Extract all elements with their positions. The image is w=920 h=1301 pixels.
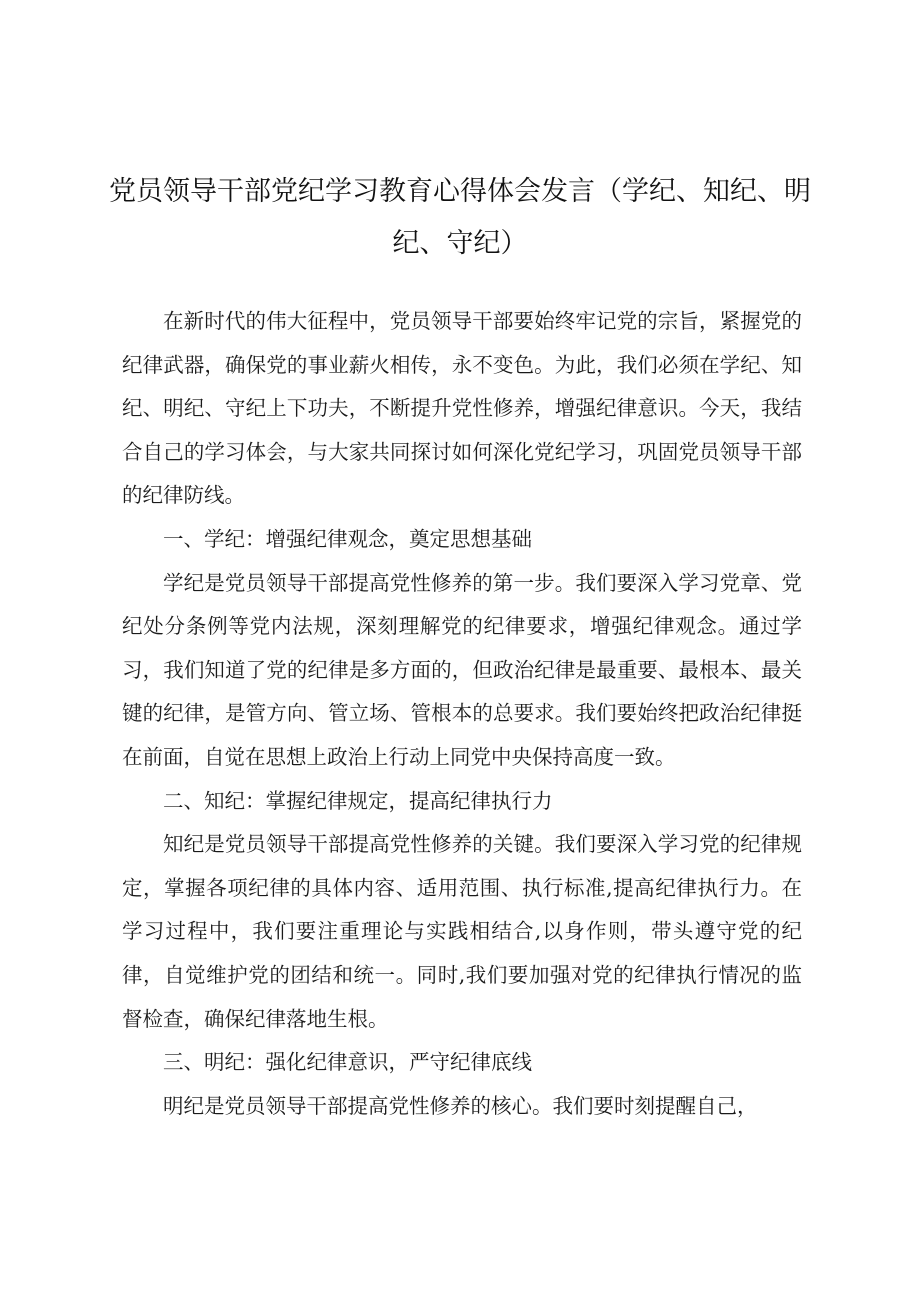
section-heading-2: 二、知纪：掌握纪律规定，提高纪律执行力 — [163, 788, 553, 813]
section-1-paragraph: 学纪是党员领导干部提高党性修养的第一步。我们要深入学习党章、党纪处分条例等党内法规，深刻理解党的纪律要求，增强纪律观念。通过学习，我们知道了党的纪律是多方面的，但政治纪律是最重要、最根本、最关键的纪律，是管方向、管立场、管根本的总要求。我们要始终把政治纪律挺在前面，自觉在思想上政治上行动上同党中央保持高度一致。 — [122, 570, 802, 769]
document-body — [122, 300, 802, 1128]
document-title: 党员领导干部党纪学习教育心得体会发言（学纪、知纪、明纪、守纪） — [109, 176, 811, 259]
section-3-paragraph: 明纪是党员领导干部提高党性修养的核心。我们要时刻提醒自己， — [163, 1093, 758, 1118]
section-heading-1: 一、学纪：增强纪律观念，奠定思想基础 — [163, 526, 532, 551]
section-2-paragraph: 知纪是党员领导干部提高党性修养的关键。我们要深入学习党的纪律规定，掌握各项纪律的具体内容、适用范围、执行标准,提高纪律执行力。在学习过程中，我们要注重理论与实践相结合,以身作则，带头遵守党的纪律，自觉维护党的团结和统一。同时,我们要加强对党的纪律执行情况的监督检查，确保纪律落地生根。 — [122, 832, 802, 1031]
section-heading-3: 三、明纪：强化纪律意识，严守纪律底线 — [163, 1050, 532, 1075]
intro-paragraph: 在新时代的伟大征程中，党员领导干部要始终牢记党的宗旨，紧握党的纪律武器，确保党的事业薪火相传，永不变色。为此，我们必须在学纪、知纪、明纪、守纪上下功夫，不断提升党性修养，增强纪律意识。今天，我结合自己的学习体会，与大家共同探讨如何深化党纪学习，巩固党员领导干部的纪律防线。 — [122, 309, 802, 508]
